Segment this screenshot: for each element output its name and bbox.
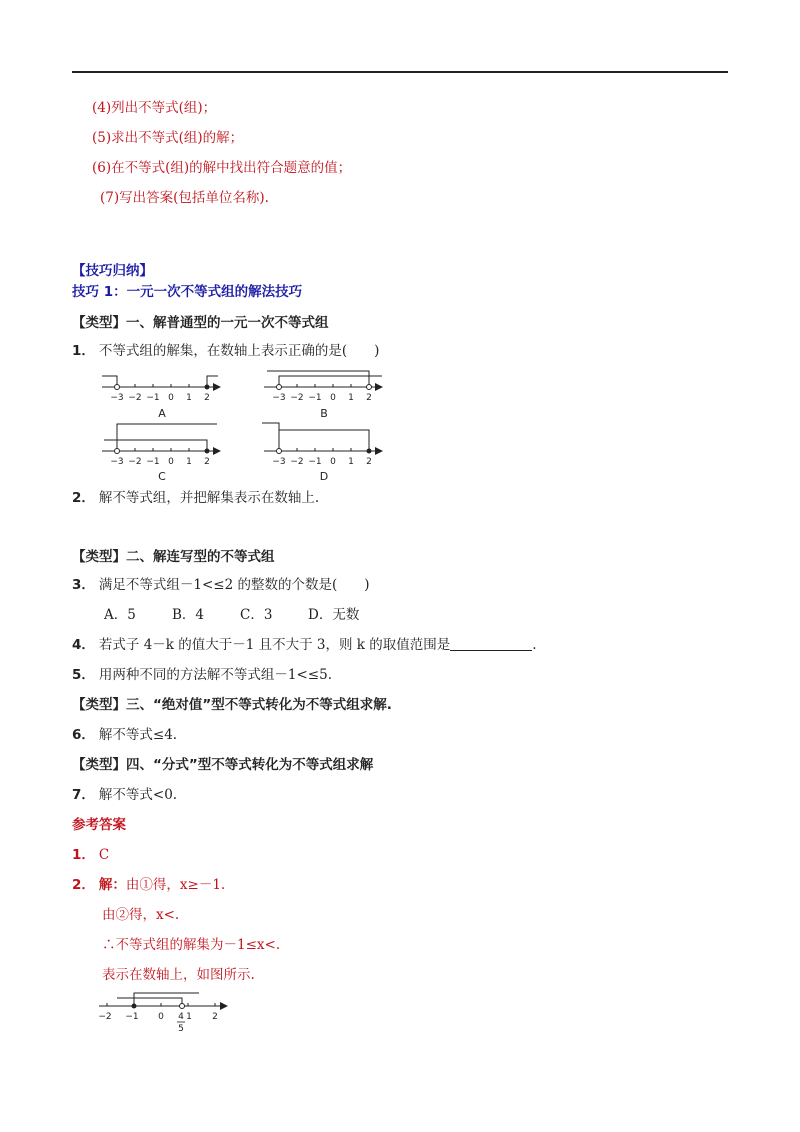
svg-text:0: 0 [168, 457, 174, 467]
svg-text:0: 0 [168, 393, 174, 403]
svg-text:2: 2 [204, 457, 210, 467]
option-d-line [262, 423, 382, 482]
option-d-label: D [319, 470, 329, 482]
answer-2-line-2: 由②得，x<. [102, 907, 180, 923]
svg-text:0: 0 [330, 393, 336, 403]
svg-text:2: 2 [366, 457, 372, 467]
option-c-label: C [158, 470, 166, 482]
svg-text:−1: −1 [308, 457, 322, 467]
svg-text:1: 1 [186, 393, 192, 403]
svg-text:2: 2 [366, 393, 372, 403]
question-5: 5． 用两种不同的方法解不等式组－1<≤5. [72, 667, 332, 683]
question-2: 2． 解不等式组，并把解集表示在数轴上. [72, 490, 320, 506]
svg-text:−1: −1 [125, 1012, 139, 1022]
question-6: 6． 解不等式≤4. [72, 727, 178, 743]
answers-heading: 参考答案 [72, 817, 126, 833]
question-text: 不等式组的解集，在数轴上表示正确的是( ) [98, 343, 380, 359]
svg-text:−1: −1 [146, 457, 160, 467]
svg-text:−2: −2 [290, 393, 304, 403]
option-b-line [264, 371, 382, 420]
answer-1: 1． C [72, 847, 110, 863]
svg-text:−2: −2 [98, 1012, 112, 1022]
svg-text:−3: −3 [272, 393, 286, 403]
q1-number-line-figure [90, 362, 390, 482]
step-4: (4)列出不等式(组)； [92, 100, 217, 116]
header-rule [72, 71, 728, 73]
svg-text:4: 4 [178, 1012, 184, 1022]
svg-text:0: 0 [330, 457, 336, 467]
svg-text:0: 0 [158, 1012, 164, 1022]
fraction-denominator: 5 [178, 1024, 184, 1034]
question-4: 4． 若式子 4－k 的值大于－1 且不大于 3，则 k 的取值范围是 . [72, 637, 537, 653]
svg-text:−2: −2 [128, 457, 142, 467]
type4-heading: 【类型】四、“分式”型不等式转化为不等式组求解 [72, 757, 374, 773]
svg-text:1: 1 [348, 457, 354, 467]
choice-c: C．3 [240, 607, 273, 623]
question-3: 3． 满足不等式组－1<≤2 的整数的个数是( ) [72, 577, 370, 593]
type3-heading: 【类型】三、“绝对值”型不等式转化为不等式组求解. [72, 697, 392, 713]
svg-text:−3: −3 [110, 457, 124, 467]
step-7: (7)写出答案(包括单位名称). [100, 190, 269, 206]
question-3-choices [104, 606, 376, 624]
question-7: 7． 解不等式<0. [72, 787, 178, 803]
answer-number-line [95, 988, 235, 1036]
tick-label: −3 [110, 393, 124, 403]
svg-text:−2: −2 [290, 457, 304, 467]
step-5: (5)求出不等式(组)的解； [92, 130, 244, 146]
answer-2-line-3: ∴不等式组的解集为－1≤x<. [102, 937, 281, 953]
svg-text:−3: −3 [272, 457, 286, 467]
type2-heading: 【类型】二、解连写型的不等式组 [72, 549, 275, 565]
answer-2: 2． 解：由①得，x≥－1. [72, 877, 226, 893]
svg-text:1: 1 [348, 393, 354, 403]
choice-b: B．4 [172, 607, 205, 623]
answer-2-line-4: 表示在数轴上，如图所示. [102, 967, 255, 983]
option-b-label: B [320, 407, 328, 420]
svg-text:−1: −1 [146, 393, 160, 403]
question-number: 1． [72, 343, 95, 359]
answer-blank[interactable] [450, 638, 532, 651]
option-a-line [102, 376, 220, 420]
svg-text:1: 1 [186, 457, 192, 467]
svg-text:2: 2 [204, 393, 210, 403]
choice-d: D．无数 [308, 607, 360, 623]
svg-text:2: 2 [212, 1012, 218, 1022]
option-c-line [102, 424, 220, 482]
option-a-label: A [158, 407, 166, 420]
type1-heading: 【类型】一、解普通型的一元一次不等式组 [72, 315, 329, 331]
choice-a: A．5 [104, 607, 136, 623]
svg-text:−1: −1 [308, 393, 322, 403]
summary-heading: 【技巧归纳】 [72, 263, 153, 279]
svg-text:−2: −2 [128, 393, 142, 403]
question-1 [72, 342, 379, 360]
technique-title: 技巧 1：一元一次不等式组的解法技巧 [72, 284, 303, 300]
svg-text:1: 1 [186, 1012, 192, 1022]
step-6: (6)在不等式(组)的解中找出符合题意的值； [92, 160, 352, 176]
